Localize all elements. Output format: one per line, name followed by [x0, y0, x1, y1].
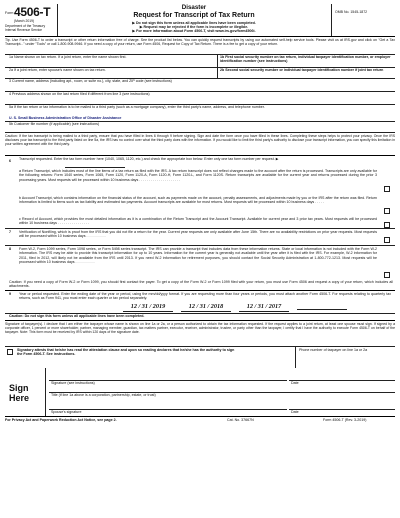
line-5b-label: 5b Customer file number (if applicable) (see instructions) [9, 122, 100, 126]
caution-do-not-sign: Caution: Do not sign this form unless all applicable lines have been completed. [9, 314, 145, 318]
form-id-block [5, 4, 57, 36]
note-rejected: ▶ Request may be rejected if the form is incomplete or illegible. [139, 25, 249, 30]
spouse-signature-label: Spouse's signature [51, 410, 82, 414]
line-2b-label: 2b Second social security number or individual taxpayer identification number if joint tax return [220, 68, 384, 72]
caution-third-party: Caution: If the tax transcript is being mailed to a third party, ensure that you have filled in lines 6 through 9 before signing. Sign and date the form once you have filled in these lines. Completing these steps helps to protect your privacy. Once the IRS discloses your tax transcript to the third party listed on line 5a, the IRS has no control over what the third party does with the information. If you would like to limit the third party's authority to disclose your transcript information, you can specify this limitation in your written agreement with the third party. [5, 134, 395, 147]
w2-transcript-checkbox[interactable] [384, 272, 390, 278]
line-1a-label: 1a Name shown on tax return. If a joint return, enter the name shown first. [9, 55, 127, 59]
period-date-4[interactable] [297, 303, 347, 310]
omb-number: OMB No. 1545-1872 [335, 10, 368, 14]
here-word: Here [9, 393, 30, 403]
account-transcript-checkbox[interactable] [384, 208, 390, 214]
line-8-number: 8 [9, 247, 11, 251]
line-6b-text: b Account Transcript, which contains information on the financial status of the account, such as payments made on the account, penalty assessments, and adjustments made by you or the IRS after the return was filed. Return information is limited to items such as tax liability and estimated tax payments. Account transcripts are available for most returns. Most requests will be processed within 10 business days . . . . . [19, 196, 377, 205]
footer-cat-number: Cat. No. 37667N [227, 418, 254, 422]
line-6a-text: a Return Transcript, which includes most of the line items of a tax return as filed with the IRS. A tax return transcript does not reflect changes made to the account after the return is processed. Transcripts are only available for the following returns: Form 1040 series, Form 1065, Form 1120, Form 1120-A, Form 1120-H, Form 1120-L, and Form 1120S. Return transcripts are available for the current year and returns processed during the prior 3 processing years. Most requests will be processed within 10 business days . . . . . . . . . . . . . . . . . . . . . [19, 169, 377, 182]
attestation-text: Signatory attests that he/she has read the attestation clause and upon so reading declares that he/she has the authority to sign the Form 4506-T. See instructions. [17, 348, 235, 357]
irs-name: Internal Revenue Service [5, 28, 43, 32]
line-7-number: 7 [9, 230, 11, 234]
sign-here-block [5, 368, 45, 416]
form-title-block [59, 4, 329, 36]
line-5a-label: 5a If the tax return or tax information is to be mailed to a third party (such as a mortgage company), enter the third party's name, address, and telephone number. [9, 105, 265, 109]
footer-form-id: Form 4506-T (Rev. 3-2019) [323, 418, 367, 422]
sba-office[interactable]: U. S. Small Business Administration Office of Disaster Assistance [9, 116, 122, 120]
nonfiling-checkbox[interactable] [384, 237, 390, 243]
form-page [5, 4, 395, 514]
line-1b-label: 1b First social security number on tax return, individual taxpayer identification number, or employer identification number (see instructions) [220, 55, 391, 64]
signature-label: Signature (see instructions) [51, 381, 95, 385]
title-label: Title (if line 1a above is a corporation, partnership, estate, or trust) [51, 393, 156, 397]
period-date-2[interactable]: 12 / 31 / 2018 [181, 303, 231, 312]
name-field[interactable] [5, 60, 216, 66]
signature-declaration: Signature of taxpayer(s). I declare that I am either the taxpayer whose name is shown on line 1a or 2a, or a person authorized to obtain the tax information requested. If the request applies to a joint return, at least one spouse must sign. If signed by a corporate officer, 1 percent or more shareholder, partner, managing member, guardian, tax matters partner, executor, receiver, administrator, trustee, or party other than the taxpayer, I certify that I have the authority to execute Form 4506-T on behalf of the taxpayer. Note: This form must be received by IRS within 120 days of the signature date. [5, 322, 395, 335]
line-8-caution: Caution: If you need a copy of Form W-2 or Form 1099, you should first contact the payer. To get a copy of the Form W-2 or Form 1099 filed with your return, you must use Form 4506 and request a copy of your return, which includes all attachments. [9, 280, 393, 289]
line-9-text: Year or period requested. Enter the ending date of the year or period, using the mm/dd/yyyy format. If you are requesting more than four years or periods, you must attach another Form 4506-T. For requests relating to quarterly tax returns, such as Form 941, you must enter each quarter or tax period separately. [19, 292, 391, 301]
phone-field[interactable] [297, 360, 393, 367]
form-revision: (March 2019) [14, 19, 35, 23]
line-6-text: Transcript requested. Enter the tax form number here (1040, 1065, 1120, etc.) and check the appropriate box below. Enter only one tax form number per request. ▶ [19, 157, 279, 161]
period-date-3[interactable]: 12 / 31 / 2017 [239, 303, 289, 312]
form-title: Request for Transcript of Tax Return [133, 11, 255, 19]
line-6-number: 6 [9, 159, 11, 163]
line-2a-label: 2a If a joint return, enter spouse's name shown on tax return. [9, 68, 106, 72]
spouse-date-label: Date [291, 410, 299, 414]
date-field[interactable] [291, 368, 393, 380]
footer-privacy-notice: For Privacy Act and Paperwork Reduction Act Notice, see page 2. [5, 418, 117, 422]
note-more-info: ▶ For more information about Form 4506-T, visit www.irs.gov/form4506t. [132, 29, 256, 34]
form-number: 4506-T [14, 5, 51, 19]
form-title-disaster: Disaster [181, 4, 207, 11]
tax-form-number-field[interactable] [65, 164, 125, 168]
date-label: Date [291, 381, 299, 385]
period-date-1[interactable]: 12 / 31 / 2019 [123, 303, 173, 312]
signature-field[interactable] [51, 368, 281, 380]
line-7-text: Verification of Nonfiling, which is proof from the IRS that you did not file a return for the year. Current year requests are only available after June 15th. There are no availability restrictions on prior year requests. Most requests will be processed within 10 business days . . . . . . . . . . [19, 230, 377, 239]
spouse-signature-field[interactable] [51, 399, 281, 409]
attestation-checkbox[interactable] [7, 349, 13, 355]
phone-label: Phone number of taxpayer on line 1a or 2a [299, 348, 368, 352]
line-6c-text: c Record of Account, which provides the most detailed information as it is a combination of the Return Transcript and the Account Transcript. Available for current year and 3 prior tax years. Most requests will be processed within 10 business days . . . . . . . . . . . . . . . . [19, 217, 377, 226]
line-9-number: 9 [9, 292, 11, 296]
treasury-dept: Department of the Treasury [5, 24, 46, 28]
address-field[interactable] [5, 84, 395, 90]
previous-address-field[interactable] [5, 97, 395, 103]
line-4-label: 4 Previous address shown on the last return filed if different from line 3 (see instructions) [9, 92, 150, 96]
return-transcript-checkbox[interactable] [384, 186, 390, 192]
line-3-label: 3 Current name, address (including apt., room, or suite no.), city, state, and ZIP code (see instructions) [9, 79, 172, 83]
form-word: Form [5, 11, 14, 15]
line-8-text: Form W-2, Form 1099 series, Form 1098 series, or Form 5498 series transcript. The IRS can provide a transcript that includes data from these information returns. State or local information is not included with the Form W-2 information. The IRS may be able to provide this transcript information for up to 10 years. Information for the current year is generally not available until the year after it is filed with the IRS. For example, W-2 information for 2011, filed in 2012, will likely not be available from the IRS until 2013. If you need W-2 information for retirement purposes, you should contact the Social Security Administration at 1-800-772-1213. Most requests will be processed within 10 business days . . . . . . . . . . [19, 247, 377, 265]
sign-word: Sign [9, 383, 29, 393]
tip-text: Tip. Use Form 4506-T to order a transcript or other return information free of charge. See the product list below. You can quickly request transcripts by using our automated self-help service tools. Please visit us at IRS.gov and click on "Get a Tax Transcript..." under "Tools" or call 1-800-908-9946. If you need a copy of your return, use Form 4506, Request for Copy of Tax Return. There is a fee to get a copy of your return. [5, 38, 395, 47]
note-do-not-sign: ▶ Do not sign this form unless all applicable lines have been completed. [132, 20, 256, 25]
spouse-date-field[interactable] [291, 399, 393, 409]
